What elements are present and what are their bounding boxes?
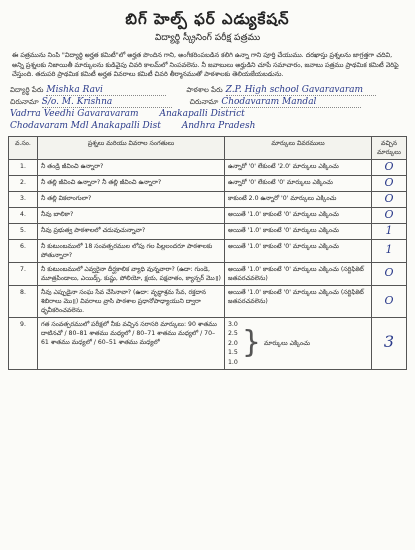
father-value: S/o. M. Krishna	[42, 97, 172, 108]
handwritten-mark: O	[384, 175, 394, 189]
row-number: 6.	[9, 239, 38, 262]
row-scoring: కాకుంటే 2.0 ఉన్నారో '0' మార్కులు ఎక్కించు	[225, 191, 372, 207]
instructions-paragraph: ఈ పత్రమును నింపి "విద్యార్థి అర్హత కమిటీ"లో అర్హత పొందిన గాని, అంగీకరింపబడిన కలిగి ఉన్నా గాని పూర్తి చేయుము. దరఖాస్తు ప్రశ్నలను జాగ్రత్తగా చదివి, అన్ని ప్రశ్నలకు నిజాయితీ మార్కులను కుడివైపు చివరి కాలమ్‌లో నింపవలెను. నీ జవాబులు అర్హుడిని చూపే సమాచారం, జవాబు పత్రము ప్రాథమిక కమిటీ వెరిఫై చేస్తుంది. తదుపరి ప్రాథమిక కమిటీ అర్హత వివరాలు కమిటీ చివరి తీర్మానముతో పాఠశాలకు తెలియజేయబడును.	[12, 51, 399, 78]
row-question: నీ తల్లి వికలాంగులా?	[38, 191, 225, 207]
handwritten-mark: 1	[385, 223, 393, 237]
table-row	[9, 207, 407, 223]
address-line-3b: Anakapalli District	[159, 108, 245, 119]
address-label: చిరునామా	[10, 97, 39, 106]
row-number: 3.	[9, 191, 38, 207]
school-label: పాఠశాల పేరు	[186, 85, 223, 94]
row-question: నీ తల్లి జీవించి ఉన్నారా? నీ తల్లి జీవించి ఉన్నారా?	[38, 175, 225, 191]
table-row	[9, 285, 407, 317]
table-row	[9, 317, 407, 370]
scale-value: 1.0	[228, 358, 238, 366]
address2-label: చిరునామా	[189, 97, 219, 106]
address-row	[10, 96, 405, 108]
address-line-3a: Vadrra Veedhi Gavaravaram	[10, 108, 139, 119]
name-school-row	[10, 84, 405, 96]
row-question: నీ కుటుంబములో 18 సంవత్సరముల లోపు గల పిల్లలందరూ పాఠశాలకు పోతున్నారా?	[38, 239, 225, 262]
row-marks	[372, 317, 407, 370]
row-number: 7.	[9, 262, 38, 285]
form-subtitle: విద్యార్థి స్క్రీనింగ్ పరీక్ష పత్రము	[154, 33, 261, 43]
row-question: నీవు ప్రభుత్వ పాఠశాలలో చదువుచున్నావా?	[38, 223, 225, 239]
row-question: నీ కుటుంబములో ఎవ్వరైనా దీర్ఘకాలిక వ్యాధి వున్నవారా? (ఉదా: గుండె, మూత్రపిండాలు, ఎయిడ్స్, కుష్టు, పోలియో, క్షయ, పక్షవాతం, క్యాన్సర్ మొ॥)	[38, 262, 225, 285]
table-row	[9, 159, 407, 175]
handwritten-mark: 1	[385, 243, 393, 256]
row-scoring	[225, 317, 372, 370]
criteria-table	[8, 136, 407, 371]
row-number: 4.	[9, 207, 38, 223]
table-row	[9, 191, 407, 207]
header-scoring: మార్కులు వివరములు	[225, 136, 372, 159]
row-number: 2.	[9, 175, 38, 191]
student-name-label: విద్యార్థి పేరు	[10, 85, 44, 94]
table-header-row	[9, 136, 407, 159]
row-scoring: అయితే '1.0' కాకుంటే '0' మార్కులు ఎక్కించు	[225, 239, 372, 262]
header-marks: వచ్చిన మార్కులు	[372, 136, 407, 159]
mandal-value: Chodavaram Mandal	[221, 97, 361, 108]
address-line-4b: Andhra Pradesh	[181, 120, 256, 131]
row-question: నీవు బాలికా?	[38, 207, 225, 223]
table-row	[9, 223, 407, 239]
row-marks	[372, 262, 407, 285]
brace-icon: }	[241, 325, 261, 361]
address-line-3	[10, 108, 405, 120]
address-line-4	[10, 120, 405, 132]
scale-instruction: మార్కులు ఎక్కించు	[263, 339, 311, 347]
row-marks	[372, 191, 407, 207]
handwritten-mark: O	[384, 207, 394, 221]
handwritten-mark: O	[384, 191, 394, 205]
row-question: నీవు ఎప్పుడైనా సంఘ సేవ చేసినావా? (ఉదా: వృద్ధాశ్రమ సేవ, రక్తదాన శిబిరాలు మొ॥) వివరాలు వ్రాసి పాఠశాల ప్రధానోపాధ్యాయుని ద్వారా ధృవీకరించవలెను.	[38, 285, 225, 317]
row-marks	[372, 239, 407, 262]
row-marks	[372, 223, 407, 239]
marks-scale	[228, 320, 368, 368]
row-scoring: అయితే '1.0' కాకుంటే '0' మార్కులు ఎక్కించు	[225, 223, 372, 239]
scale-value: 2.0	[228, 339, 238, 347]
row-number: 5.	[9, 223, 38, 239]
table-row	[9, 262, 407, 285]
row-marks	[372, 159, 407, 175]
row-marks	[372, 285, 407, 317]
row-marks	[372, 207, 407, 223]
row-scoring: అయితే '1.0' కాకుంటే '0' మార్కులు ఎక్కించు (సర్టిఫికెట్ జతపరచవలెను)	[225, 262, 372, 285]
handwritten-mark: O	[384, 293, 394, 307]
row-number: 1.	[9, 159, 38, 175]
scale-value: 1.5	[228, 349, 238, 356]
row-number: 9.	[9, 317, 38, 370]
scale-value: 3.0	[228, 320, 238, 328]
header-serial: వ.సం.	[9, 136, 38, 159]
header-question: ప్రశ్నలు మరియు వివరాల సంగతులు	[38, 136, 225, 159]
table-row	[9, 175, 407, 191]
table-row	[9, 239, 407, 262]
scale-value: 2.5	[228, 330, 238, 337]
row-marks	[372, 175, 407, 191]
row-number: 8.	[9, 285, 38, 317]
row-scoring: ఉన్నారో '0' లేకుంటే '0' మార్కులు ఎక్కించు	[225, 175, 372, 191]
handwritten-mark: O	[384, 266, 394, 279]
row-scoring: ఉన్నారో '0' లేకుంటే '2.0' మార్కులు ఎక్కించు	[225, 159, 372, 175]
handwritten-mark: 3	[383, 331, 395, 351]
row-scoring: అయితే '1.0' కాకుంటే '0' మార్కులు ఎక్కించు	[225, 207, 372, 223]
address-line-4a: Chodavaram Mdl Anakapalli Dist	[10, 120, 161, 131]
student-name-value: Mishka Ravi	[46, 85, 166, 96]
form-title: బిగ్ హెల్ప్ ఫర్ ఎడ్యుకేషన్	[125, 10, 290, 28]
handwritten-mark: O	[384, 159, 394, 173]
row-question: గత సంవత్సరములో పరీక్షలో నీకు వచ్చిన సరాసరి మార్కులు: 90 శాతము దాటినచో / 80–81 శాతము మధ్యలో / 80–71 శాతము మధ్యలో / 70–61 శాతము మధ్యలో / 60–51 శాతము మధ్యలో	[38, 317, 225, 370]
scale-values	[228, 320, 238, 368]
row-scoring: అయితే '1.0' కాకుంటే '0' మార్కులు ఎక్కించు (సర్టిఫికెట్ జతపరచవలెను)	[225, 285, 372, 317]
row-question: నీ తండ్రి జీవించి ఉన్నారా?	[38, 159, 225, 175]
school-value: Z.P. High school Gavaravaram	[226, 85, 376, 96]
